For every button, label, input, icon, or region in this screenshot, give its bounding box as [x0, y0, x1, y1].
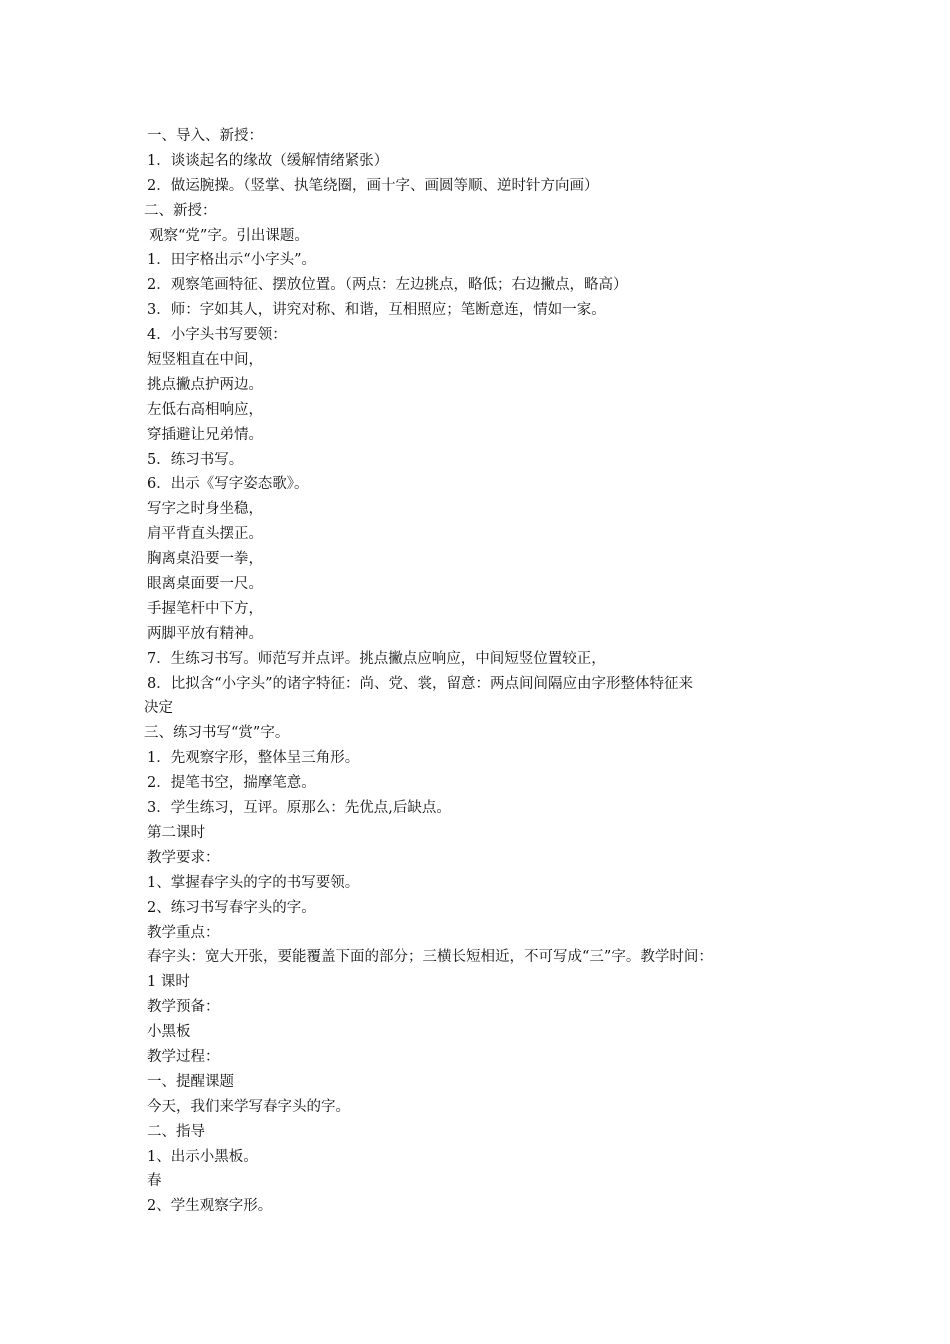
text-line: 挑点撇点护两边。 [147, 376, 263, 393]
text-line: 二、新授： [144, 202, 217, 219]
text-line: 1、出示小黑板。 [147, 1148, 258, 1165]
text-line: 观察“党”字。引出课题。 [149, 227, 309, 244]
text-line: 春字头：宽大开张，要能覆盖下面的部分；三横长短相近，不可写成“三”字。教学时间： [147, 949, 713, 966]
text-line: 胸离桌沿要一拳， [147, 551, 263, 568]
text-line: 4．小字头书写要领： [147, 327, 287, 344]
text-line: 短竖粗直在中间， [147, 352, 263, 369]
text-line: 眼离桌面要一尺。 [147, 576, 263, 593]
text-line: 今天，我们来学写春字头的字。 [147, 1098, 350, 1115]
text-line: 3．学生练习，互评。原那么：先优点,后缺点。 [147, 800, 451, 817]
text-line: 2、学生观察字形。 [147, 1198, 273, 1215]
text-line: 第二课时 [147, 824, 205, 841]
text-line: 教学过程： [147, 1048, 220, 1065]
text-line: 三、练习书写“赏”字。 [144, 725, 290, 742]
document-body [144, 124, 817, 1219]
text-line: 一、导入、新授： [147, 128, 263, 144]
text-line: 教学要求： [147, 849, 220, 866]
text-line: 肩平背直头摆正。 [147, 526, 263, 543]
text-line: 2．做运腕操。（竖掌、执笔绕圈，画十字、画圆等顺、逆时针方向画） [147, 177, 599, 194]
text-line: 两脚平放有精神。 [147, 625, 263, 642]
text-line: 左低右高相响应， [147, 401, 263, 418]
text-line: 1．田字格出示“小字头”。 [147, 252, 317, 269]
text-line: 写字之时身坐稳， [147, 501, 263, 518]
text-line: 7．生练习书写。师范写并点评。挑点撇点应响应，中间短竖位置较正， [147, 650, 606, 667]
text-line: 2．观察笔画特征、摆放位置。（两点：左边挑点，略低；右边撇点，略高） [147, 277, 628, 294]
text-line: 一、提醒课题 [147, 1073, 234, 1090]
text-line: 1．先观察字形，整体呈三角形。 [147, 750, 360, 767]
text-line: 教学预备： [147, 999, 220, 1016]
text-line: 6．出示《写字姿态歌》。 [147, 476, 309, 493]
text-line: 教学重点： [147, 924, 220, 941]
text-line: 春 [147, 1173, 162, 1190]
text-line: 8．比拟含“小字头”的诸字特征：尚、党、裳，留意：两点间间隔应由字形整体特征来 [147, 675, 694, 692]
text-line: 二、指导 [147, 1123, 205, 1140]
text-line: 小黑板 [147, 1024, 191, 1041]
text-line: 2、练习书写春字头的字。 [147, 899, 316, 916]
text-line: 穿插避让兄弟情。 [147, 426, 263, 443]
text-line: 手握笔杆中下方， [147, 600, 263, 617]
text-line: 2．提笔书空，揣摩笔意。 [147, 775, 316, 792]
text-line: 决定 [144, 700, 173, 717]
text-line: 1．谈谈起名的缘故（缓解情绪紧张） [147, 152, 389, 169]
text-line: 1、掌握春字头的字的书写要领。 [147, 874, 360, 891]
text-line: 5．练习书写。 [147, 451, 244, 468]
text-line: 3．师：字如其人，讲究对称、和谐，互相照应；笔断意连，情如一家。 [147, 302, 606, 319]
text-line: 1 课时 [147, 974, 190, 991]
